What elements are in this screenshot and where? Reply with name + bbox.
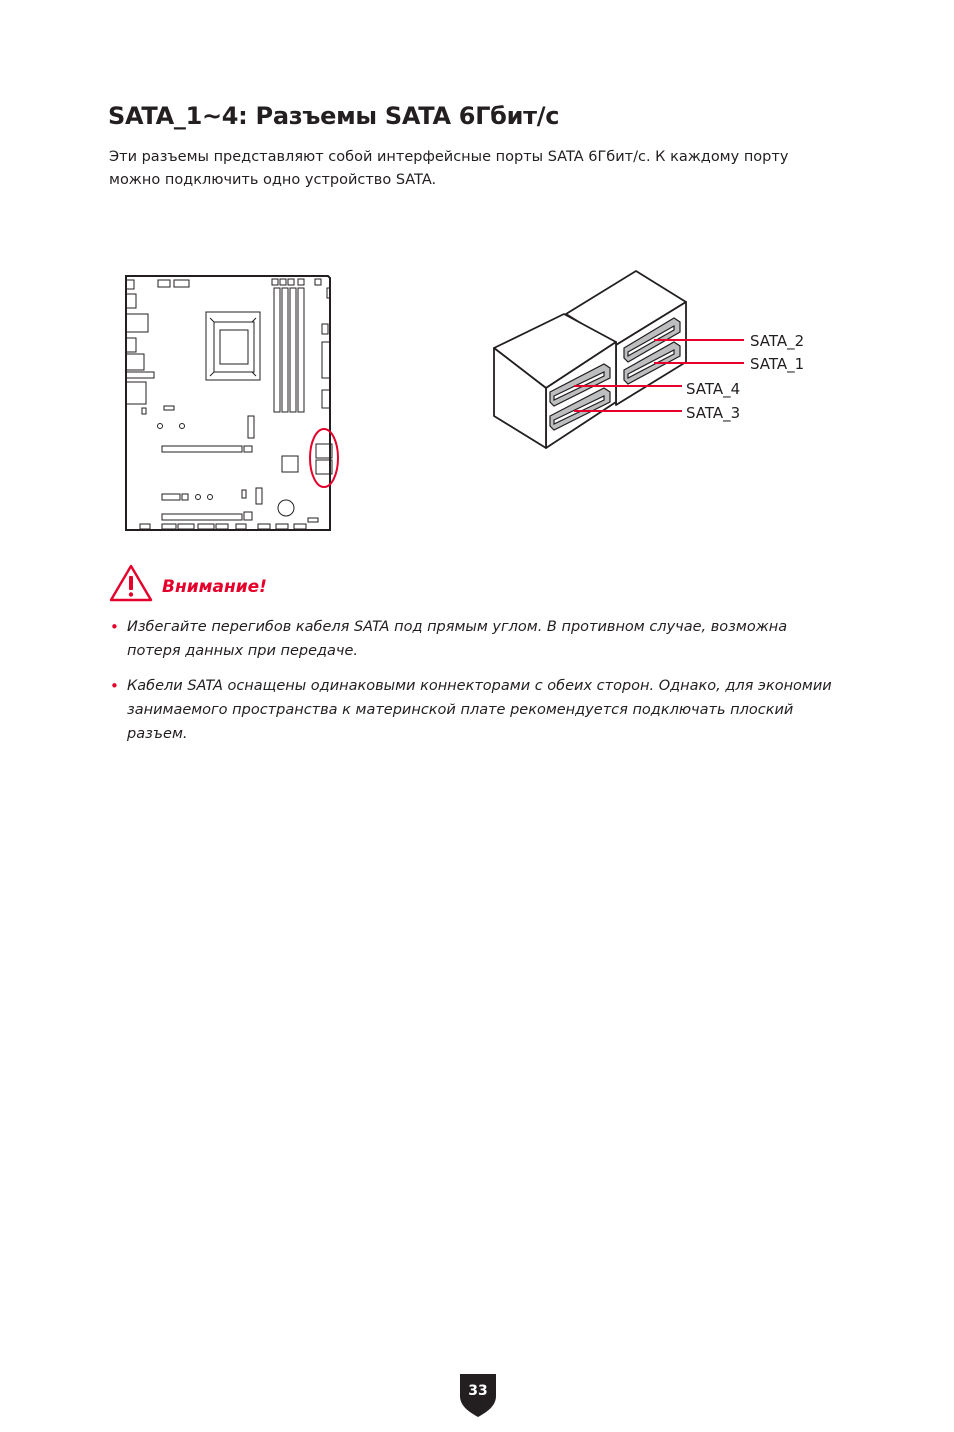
label-sata-3: SATA_3 <box>686 404 741 422</box>
list-item <box>110 615 840 663</box>
caution-item-text: Избегайте перегибов кабеля SATA под прямым углом. В противном случае, возможна потеря данных при передаче. <box>127 619 788 659</box>
list-item <box>110 674 840 746</box>
sata-ports-diagram <box>488 266 828 456</box>
caution-list <box>110 615 840 757</box>
section-title: SATA_1~4: Разъемы SATA 6Гбит/с <box>108 102 560 130</box>
label-sata-1: SATA_1 <box>750 355 805 373</box>
warning-triangle-icon <box>108 563 154 603</box>
label-sata-2: SATA_2 <box>750 332 805 350</box>
bullet-icon: • <box>110 618 119 636</box>
label-sata-4: SATA_4 <box>686 380 741 398</box>
motherboard-layout-diagram <box>118 266 348 538</box>
caution-item-text: Кабели SATA оснащены одинаковыми коннекторами с обеих сторон. Однако, для экономии занимаемого пространства к материнской плате рекомендуется подключать плоский разъем. <box>127 678 832 742</box>
page-number: 33 <box>468 1383 488 1399</box>
caution-title: Внимание! <box>162 577 267 597</box>
section-intro: Эти разъемы представляют собой интерфейсные порты SATA 6Гбит/с. К каждому порту можно подключить одно устройство SATA. <box>109 149 789 188</box>
bullet-icon: • <box>110 677 119 695</box>
